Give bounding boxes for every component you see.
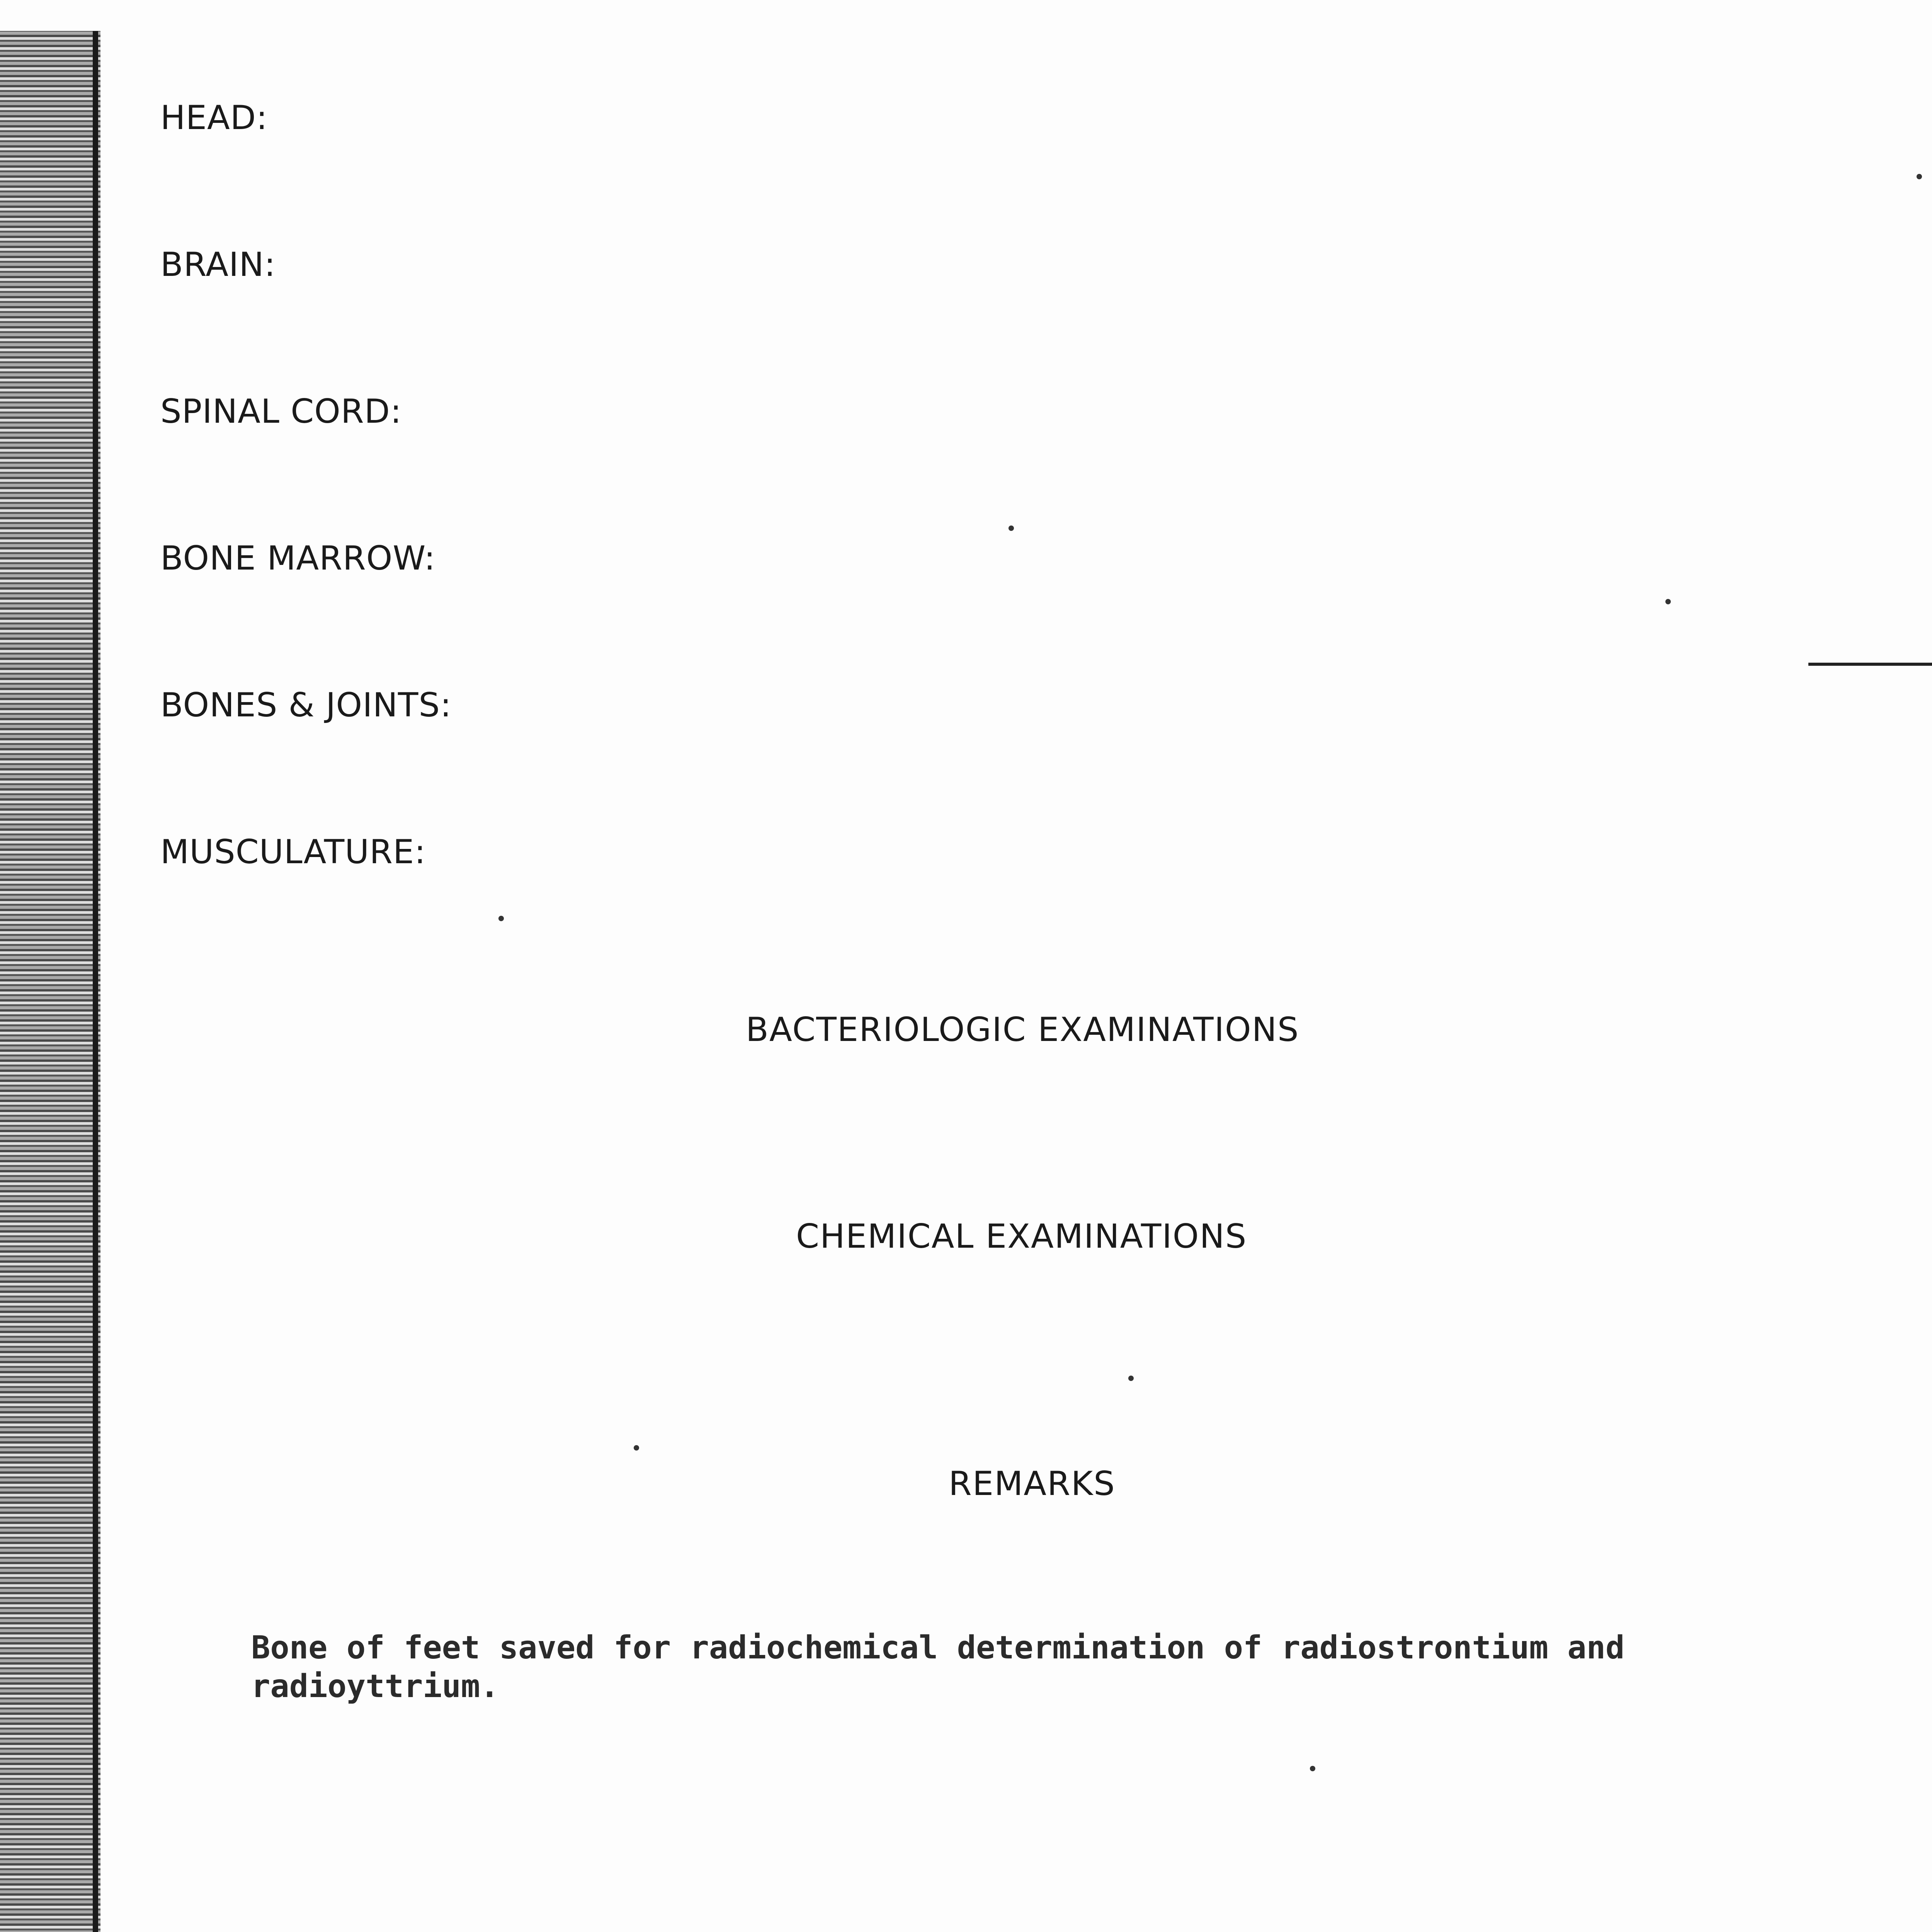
scan-right-rule (1808, 663, 1932, 666)
field-label-bone-marrow: BONE MARROW: (160, 539, 436, 578)
field-label-head: HEAD: (160, 99, 268, 137)
scan-speck (1310, 1766, 1315, 1771)
field-label-spinal-cord: SPINAL CORD: (160, 392, 402, 431)
scan-speck (498, 916, 504, 921)
section-heading-bacteriologic: BACTERIOLOGIC EXAMINATIONS (746, 1010, 1299, 1049)
section-heading-remarks: REMARKS (949, 1464, 1116, 1503)
field-label-brain: BRAIN: (160, 245, 276, 284)
remarks-typed-text: Bone of feet saved for radiochemical determination of radiostrontium and radioyttrium. (251, 1629, 1625, 1705)
scan-left-border (93, 31, 98, 1932)
field-label-musculature: MUSCULATURE: (160, 833, 426, 871)
scan-speck (1128, 1376, 1134, 1381)
scan-binding-edge (0, 31, 100, 1932)
scan-speck (1665, 599, 1671, 604)
scan-speck (1917, 174, 1922, 179)
section-heading-chemical: CHEMICAL EXAMINATIONS (796, 1217, 1247, 1256)
scan-speck (1009, 526, 1014, 531)
field-label-bones-joints: BONES & JOINTS: (160, 686, 452, 724)
scan-speck (634, 1445, 639, 1451)
